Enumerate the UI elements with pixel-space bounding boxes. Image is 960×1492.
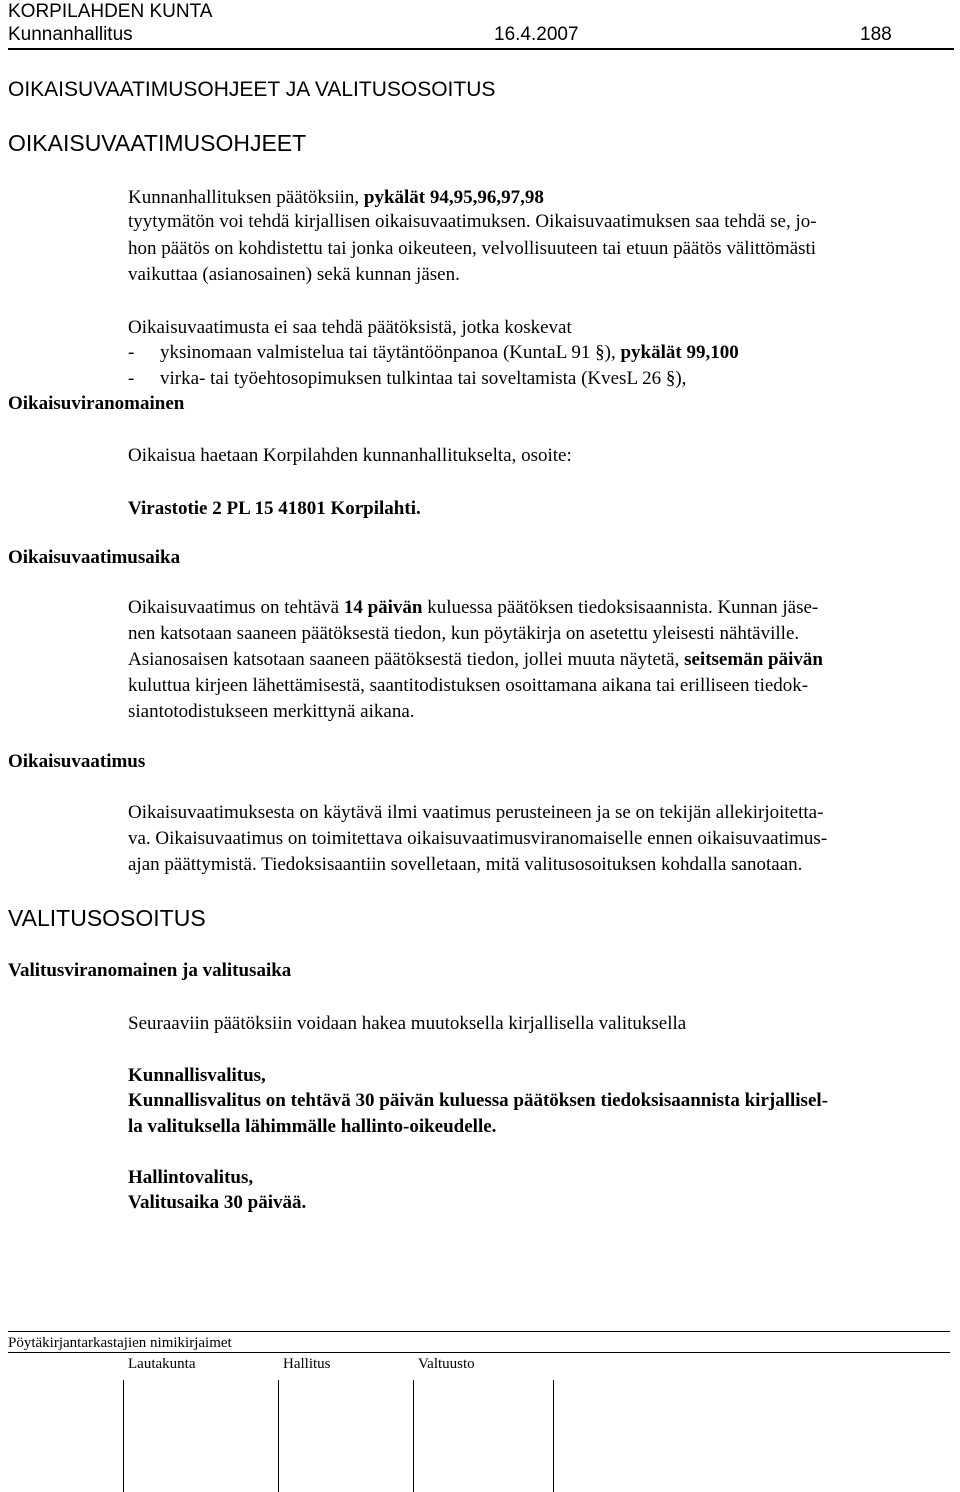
claim-line-1: Oikaisuvaatimuksesta on käytävä ilmi vaatimus perusteineen ja se on tekijän allekirjoitetta- [128,802,824,823]
footer-column-lautakunta: Lautakunta [128,1356,196,1372]
footer-rule-2 [8,1352,950,1353]
municipal-appeal-line-1: Kunnallisvalitus on tehtävä 30 päivän kuluessa päätöksen tiedoksisaannista kirjallisel- [128,1090,828,1111]
footer-column-hallitus: Hallitus [283,1356,331,1372]
appeal-title: VALITUSOSOITUS [8,905,206,931]
claim-label: Oikaisuvaatimus [8,751,146,772]
footer-label: Pöytäkirjantarkastajien nimikirjaimet [8,1335,232,1351]
authority-address: Virastotie 2 PL 15 41801 Korpilahti. [128,498,421,519]
intro-line-2: tyytymätön voi tehdä kirjallisen oikaisuvaatimuksen. Oikaisuvaatimuksen saa tehdä se, jo- [128,211,817,232]
footer-column-valtuusto: Valtuusto [418,1356,475,1372]
authority-label: Oikaisuviranomainen [8,393,185,414]
exclusion-item-1-dash: - [128,342,135,363]
intro-line-1: Kunnanhallituksen päätöksiin, pykälät 94,95,96,97,98 [128,187,544,208]
footer-column-divider [413,1380,414,1492]
footer-column-divider [553,1380,554,1492]
deadline-line-1: Oikaisuvaatimus on tehtävä 14 päivän kuluessa päätöksen tiedoksisaannista. Kunnan jäse- [128,597,819,618]
intro-line-4: vaikuttaa (asianosainen) sekä kunnan jäsen. [128,264,460,285]
appeal-intro: Seuraaviin päätöksiin voidaan hakea muutoksella kirjallisella valituksella [128,1013,687,1034]
municipal-appeal-title: Kunnallisvalitus, [128,1065,266,1086]
administrative-appeal-text: Valitusaika 30 päivää. [128,1192,307,1213]
exclusions-lead: Oikaisuvaatimusta ei saa tehdä päätöksistä, jotka koskevat [128,317,572,338]
page-number: 188 [860,24,892,45]
administrative-appeal-title: Hallintovalitus, [128,1167,254,1188]
authority-text: Oikaisua haetaan Korpilahden kunnanhallitukselta, osoite: [128,445,572,466]
main-title: OIKAISUVAATIMUSOHJEET JA VALITUSOSOITUS [8,78,496,101]
deadline-line-5: siantotodistukseen merkittynä aikana. [128,701,415,722]
footer-column-divider [123,1380,124,1492]
exclusion-item-2: virka- tai työehtosopimuksen tulkintaa tai soveltamista (KvesL 26 §), [160,368,687,389]
exclusion-item-1: yksinomaan valmistelua tai täytäntöönpanoa (KuntaL 91 §), pykälät 99,100 [160,342,739,363]
footer-rule [8,1331,950,1332]
appeal-subtitle: Valitusviranomainen ja valitusaika [8,960,292,981]
deadline-line-3: Asianosaisen katsotaan saaneen päätöksestä tiedon, jollei muuta näytetä, seitsemän päivän [128,649,823,670]
deadline-line-2: nen katsotaan saaneen päätöksestä tiedon, kun pöytäkirja on asetettu yleisesti nähtäville. [128,623,800,644]
municipal-appeal-line-2: la valituksella lähimmälle hallinto-oikeudelle. [128,1116,497,1137]
deadline-label: Oikaisuvaatimusaika [8,547,181,568]
section-title: OIKAISUVAATIMUSOHJEET [8,130,307,156]
meeting-date: 16.4.2007 [494,24,579,45]
footer-column-divider [278,1380,279,1492]
intro-line-3: hon päätös on kohdistettu tai jonka oikeuteen, velvollisuuteen tai etuun päätös välittömästi [128,238,817,259]
deadline-line-4: kuluttua kirjeen lähettämisestä, saantitodistuksen osoittamana aikana tai erilliseen tiedok- [128,675,809,696]
organization-name: KORPILAHDEN KUNTA [8,1,213,22]
body-name: Kunnanhallitus [8,24,133,45]
exclusion-item-2-dash: - [128,368,135,389]
claim-line-3: ajan päättymistä. Tiedoksisaantiin sovelletaan, mitä valitusosoituksen kohdalla sanotaan. [128,854,803,875]
header-rule [8,48,954,50]
claim-line-2: va. Oikaisuvaatimus on toimitettava oikaisuvaatimusviranomaiselle ennen oikaisuvaatimus- [128,828,828,849]
